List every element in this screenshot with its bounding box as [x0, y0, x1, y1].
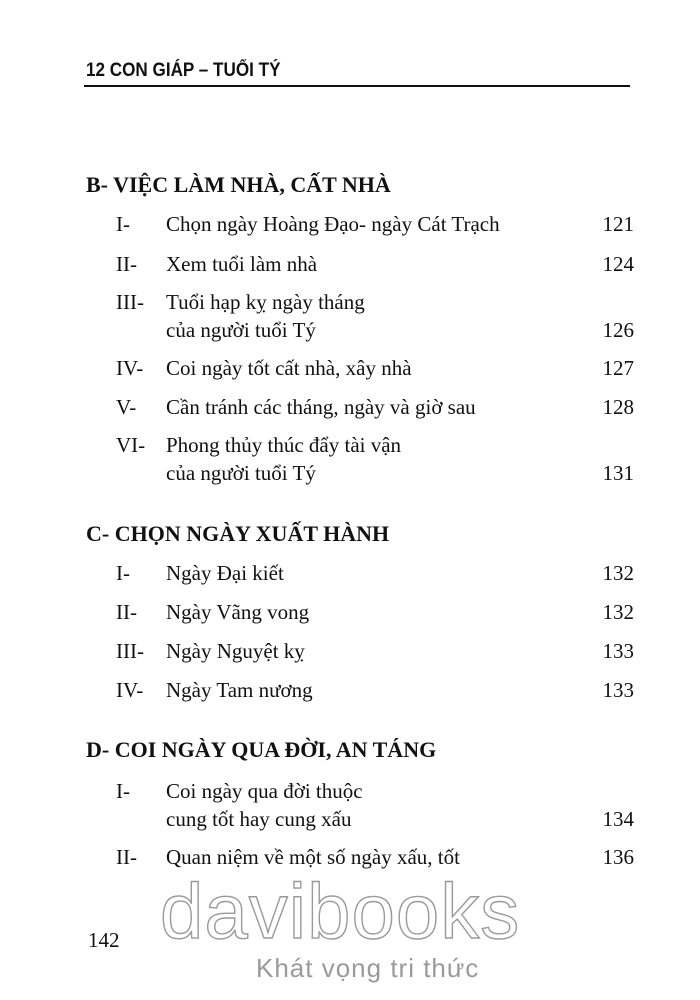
- entry-number: II-: [116, 252, 137, 276]
- entry-title-continued: của người tuổi Tý: [166, 461, 316, 485]
- page-number: 142: [88, 928, 120, 952]
- entry-page-number: 136: [602, 845, 634, 869]
- entry-title-continued: cung tốt hay cung xấu: [166, 807, 352, 831]
- toc-entry: [116, 250, 634, 278]
- entry-number: I-: [116, 212, 130, 236]
- entry-title: Ngày Tam nương: [166, 678, 313, 702]
- header-rule: [84, 85, 630, 87]
- entry-title: Tuổi hạp kỵ ngày tháng: [166, 290, 365, 314]
- section-title: C- CHỌN NGÀY XUẤT HÀNH: [86, 521, 390, 546]
- toc-entry: [116, 598, 634, 626]
- entry-number: VI-: [116, 433, 146, 457]
- entry-number: II-: [116, 600, 137, 624]
- toc-entry: [116, 777, 634, 833]
- entry-number: I-: [116, 561, 130, 585]
- toc-entry: [116, 288, 634, 344]
- entry-page-number: 121: [602, 212, 634, 236]
- toc-entry: [116, 393, 634, 421]
- toc-entry: [116, 431, 634, 487]
- toc-entry: [116, 637, 634, 665]
- entry-title: Ngày Vãng vong: [166, 600, 310, 624]
- entry-title: Phong thủy thúc đẩy tài vận: [166, 433, 402, 457]
- entry-page-number: 126: [602, 318, 634, 342]
- section-title: D- COI NGÀY QUA ĐỜI, AN TÁNG: [86, 737, 437, 762]
- entry-title: Cần tránh các tháng, ngày và giờ sau: [166, 395, 476, 419]
- toc-entry: [116, 354, 634, 382]
- entry-page-number: 134: [602, 807, 634, 831]
- entry-number: III-: [116, 639, 144, 663]
- entry-title: Chọn ngày Hoàng Đạo- ngày Cát Trạch: [166, 212, 500, 236]
- running-head: 12 CON GIÁP – TUỔI TÝ: [86, 60, 281, 81]
- toc-entry: [116, 210, 634, 238]
- entry-page-number: 124: [602, 252, 634, 276]
- entry-page-number: 133: [602, 639, 634, 663]
- toc-entry: [116, 676, 634, 704]
- entry-page-number: 133: [602, 678, 634, 702]
- entry-page-number: 127: [602, 356, 634, 380]
- watermark-logo: davibooks: [160, 867, 521, 955]
- watermark-tagline: Khát vọng tri thức: [256, 953, 480, 983]
- entry-number: IV-: [116, 356, 144, 380]
- entry-number: III-: [116, 290, 144, 314]
- entry-title: Coi ngày tốt cất nhà, xây nhà: [166, 356, 412, 380]
- entry-title: Ngày Đại kiết: [166, 561, 284, 585]
- section-title: B- VIỆC LÀM NHÀ, CẤT NHÀ: [86, 172, 391, 197]
- toc-entry: [116, 559, 634, 587]
- entry-page-number: 132: [602, 600, 634, 624]
- entry-title-continued: của người tuổi Tý: [166, 318, 316, 342]
- entry-page-number: 131: [602, 461, 634, 485]
- entry-number: I-: [116, 779, 130, 803]
- entry-number: V-: [116, 395, 137, 419]
- entry-title: Quan niệm về một số ngày xấu, tốt: [166, 845, 460, 869]
- entry-number: IV-: [116, 678, 144, 702]
- entry-title: Ngày Nguyệt kỵ: [166, 639, 305, 663]
- entry-page-number: 128: [602, 395, 634, 419]
- entry-page-number: 132: [602, 561, 634, 585]
- entry-title: Coi ngày qua đời thuộc: [166, 779, 363, 803]
- entry-number: II-: [116, 845, 137, 869]
- entry-title: Xem tuổi làm nhà: [166, 252, 318, 276]
